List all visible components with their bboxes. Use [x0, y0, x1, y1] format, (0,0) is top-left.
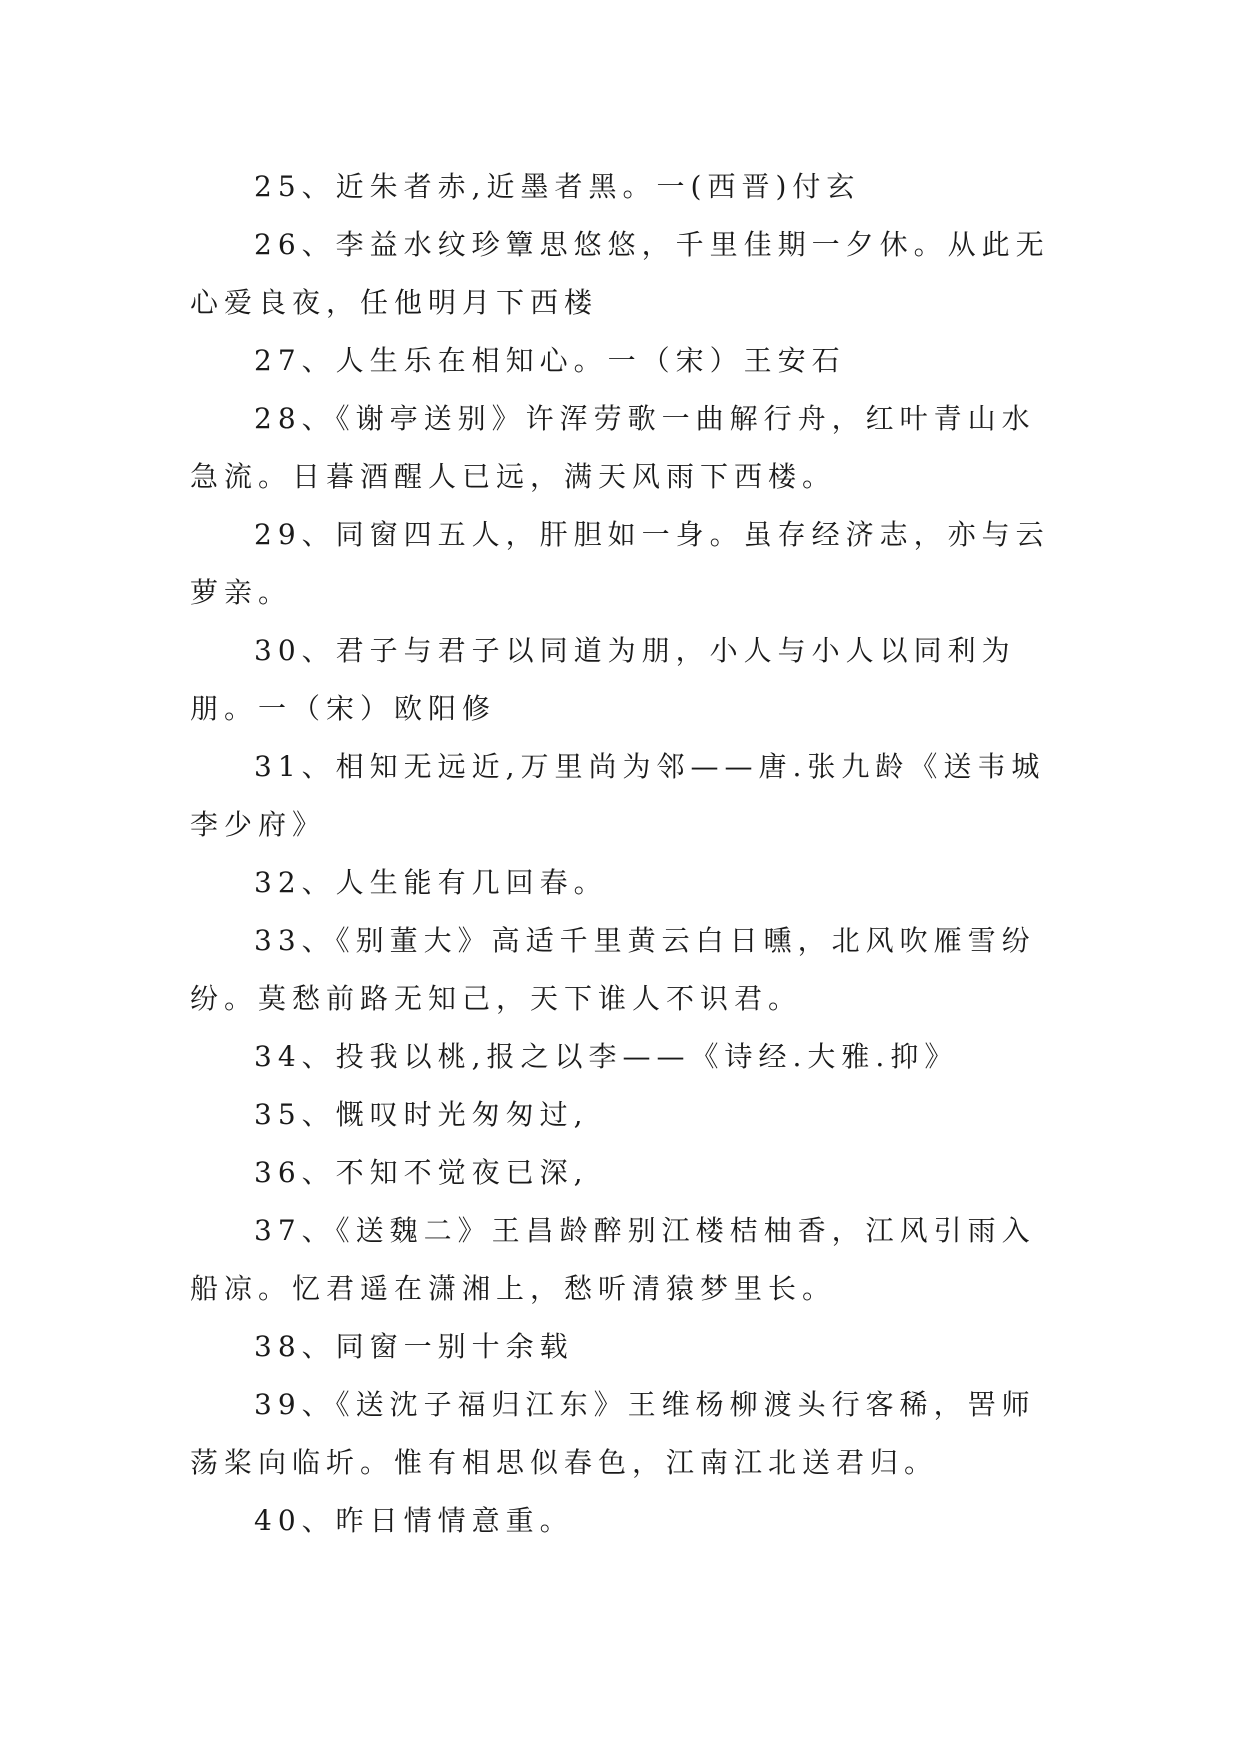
- paragraph-34: 34、投我以桃,报之以李——《诗经.大雅.抑》: [254, 1040, 959, 1073]
- paragraph-30: 30、君子与君子以同道为朋，小人与小人以同利为朋。一（宋）欧阳修: [190, 634, 1016, 725]
- document-body: [190, 158, 1050, 1550]
- paragraph-27: 27、人生乐在相知心。一（宋）王安石: [254, 344, 846, 377]
- paragraph-28: 28、《谢亭送别》许浑劳歌一曲解行舟，红叶青山水急流。日暮酒醒人已远，满天风雨下西楼。: [190, 402, 1036, 493]
- paragraph-32: 32、人生能有几回春。: [254, 866, 608, 899]
- paragraph-26: 26、李益水纹珍簟思悠悠，千里佳期一夕休。从此无心爱良夜，任他明月下西楼: [190, 228, 1050, 319]
- paragraph-38: 38、同窗一别十余载: [254, 1330, 574, 1363]
- paragraph-33: 33、《别董大》高适千里黄云白日曛，北风吹雁雪纷纷。莫愁前路无知己，天下谁人不识君。: [190, 924, 1036, 1015]
- paragraph-35: 35、慨叹时光匆匆过,: [254, 1098, 589, 1131]
- paragraph-31: 31、相知无远近,万里尚为邻——唐.张九龄《送韦城李少府》: [190, 750, 1046, 841]
- paragraph-40: 40、昨日情情意重。: [254, 1504, 574, 1537]
- paragraph-36: 36、不知不觉夜已深,: [254, 1156, 589, 1189]
- paragraph-25: 25、近朱者赤,近墨者黑。一(西晋)付玄: [254, 170, 861, 203]
- paragraph-37: 37、《送魏二》王昌龄醉别江楼桔柚香，江风引雨入船凉。忆君遥在潇湘上，愁听清猿梦里长。: [190, 1214, 1036, 1305]
- paragraph-29: 29、同窗四五人，肝胆如一身。虽存经济志，亦与云萝亲。: [190, 518, 1050, 609]
- paragraph-39: 39、《送沈子福归江东》王维杨柳渡头行客稀，罟师荡桨向临圻。惟有相思似春色，江南江北送君归。: [190, 1388, 1036, 1479]
